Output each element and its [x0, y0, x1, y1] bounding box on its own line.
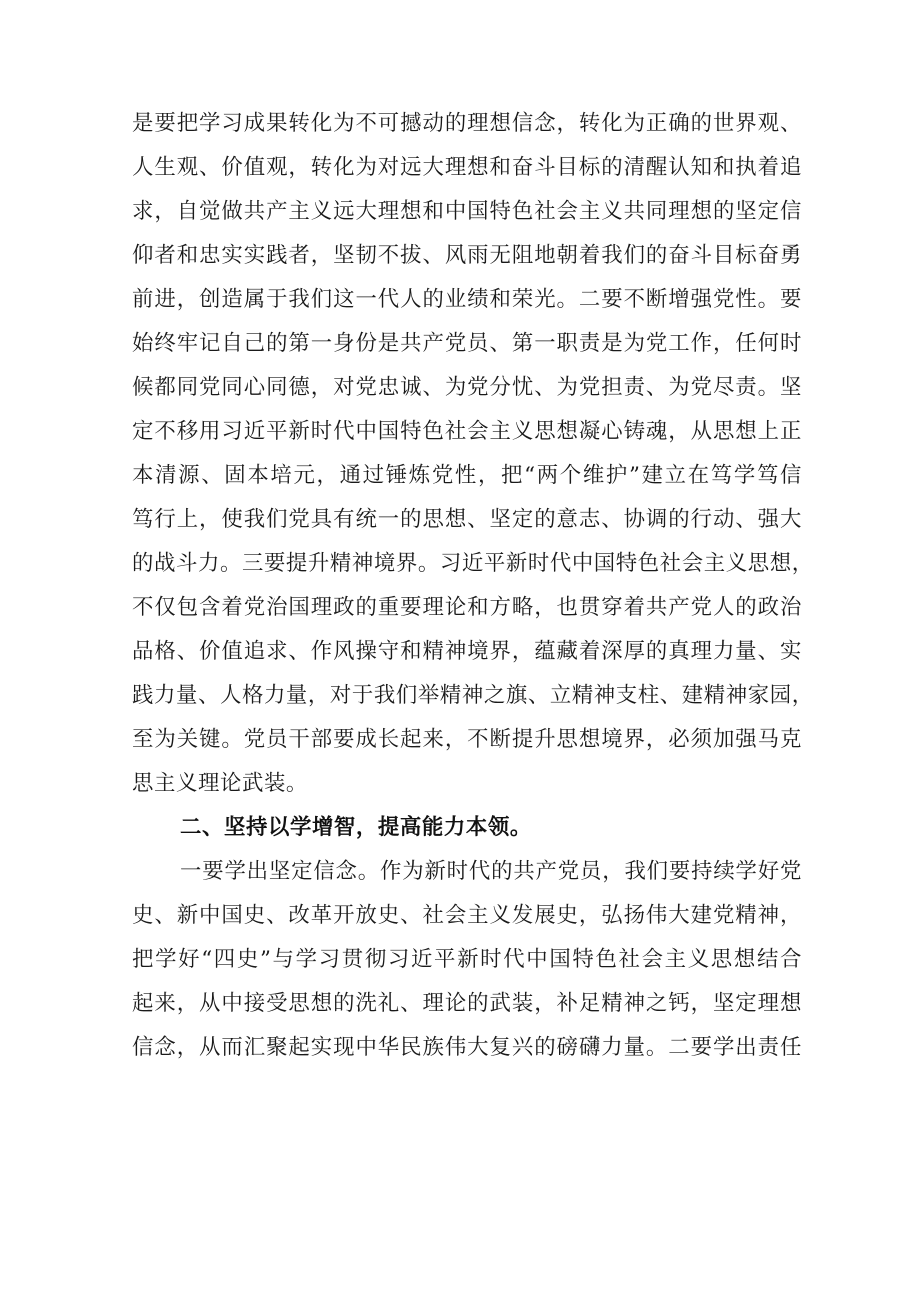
paragraph-line: 是要把学习成果转化为不可撼动的理想信念，转化为正确的世界观、: [132, 111, 802, 136]
paragraph-line: 候都同党同心同德，对党忠诚、为党分忧、为党担责、为党尽责。坚: [132, 375, 802, 400]
body-text: [132, 102, 814, 1070]
paragraph-line: 仰者和忠实实践者，坚韧不拔、风雨无阻地朝着我们的奋斗目标奋勇: [132, 243, 802, 268]
paragraph-line: 信念，从而汇聚起实现中华民族伟大复兴的磅礴力量。二要学出责任: [132, 1035, 802, 1060]
paragraph-line: 思主义理论武装。: [132, 771, 308, 796]
paragraph-line: 定不移用习近平新时代中国特色社会主义思想凝心铸魂，从思想上正: [132, 419, 802, 444]
paragraph-line: 本清源、固本培元，通过锤炼党性，把“两个维护”建立在笃学笃信: [132, 463, 802, 488]
paragraph-line: 至为关键。党员干部要成长起来，不断提升思想境界，必须加强马克: [132, 727, 802, 752]
paragraph-line: 人生观、价值观，转化为对远大理想和奋斗目标的清醒认知和执着追: [132, 155, 802, 180]
paragraph-line: 笃行上，使我们党具有统一的思想、坚定的意志、协调的行动、强大: [132, 507, 802, 532]
paragraph-line: 践力量、人格力量，对于我们举精神之旗、立精神支柱、建精神家园，: [132, 683, 814, 708]
paragraph-line: 的战斗力。三要提升精神境界。习近平新时代中国特色社会主义思想，: [132, 551, 814, 576]
paragraph-line: 把学好“四史”与学习贯彻习近平新时代中国特色社会主义思想结合: [132, 947, 802, 972]
section-heading: 二、坚持以学增智，提高能力本领。: [180, 815, 532, 840]
paragraph-line: 品格、价值追求、作风操守和精神境界，蕴藏着深厚的真理力量、实: [132, 639, 802, 664]
paragraph-line: 不仅包含着党治国理政的重要理论和方略，也贯穿着共产党人的政治: [132, 595, 802, 620]
paragraph-line: 前进，创造属于我们这一代人的业绩和荣光。二要不断增强党性。要: [132, 287, 802, 312]
paragraph-line: 求，自觉做共产主义远大理想和中国特色社会主义共同理想的坚定信: [132, 199, 802, 224]
paragraph-line: 起来，从中接受思想的洗礼、理论的武装，补足精神之钙，坚定理想: [132, 991, 802, 1016]
paragraph-line: 一要学出坚定信念。作为新时代的共产党员，我们要持续学好党: [180, 859, 802, 884]
paragraph-line: 始终牢记自己的第一身份是共产党员、第一职责是为党工作，任何时: [132, 331, 802, 356]
paragraph-line: 史、新中国史、改革开放史、社会主义发展史，弘扬伟大建党精神，: [132, 903, 802, 928]
